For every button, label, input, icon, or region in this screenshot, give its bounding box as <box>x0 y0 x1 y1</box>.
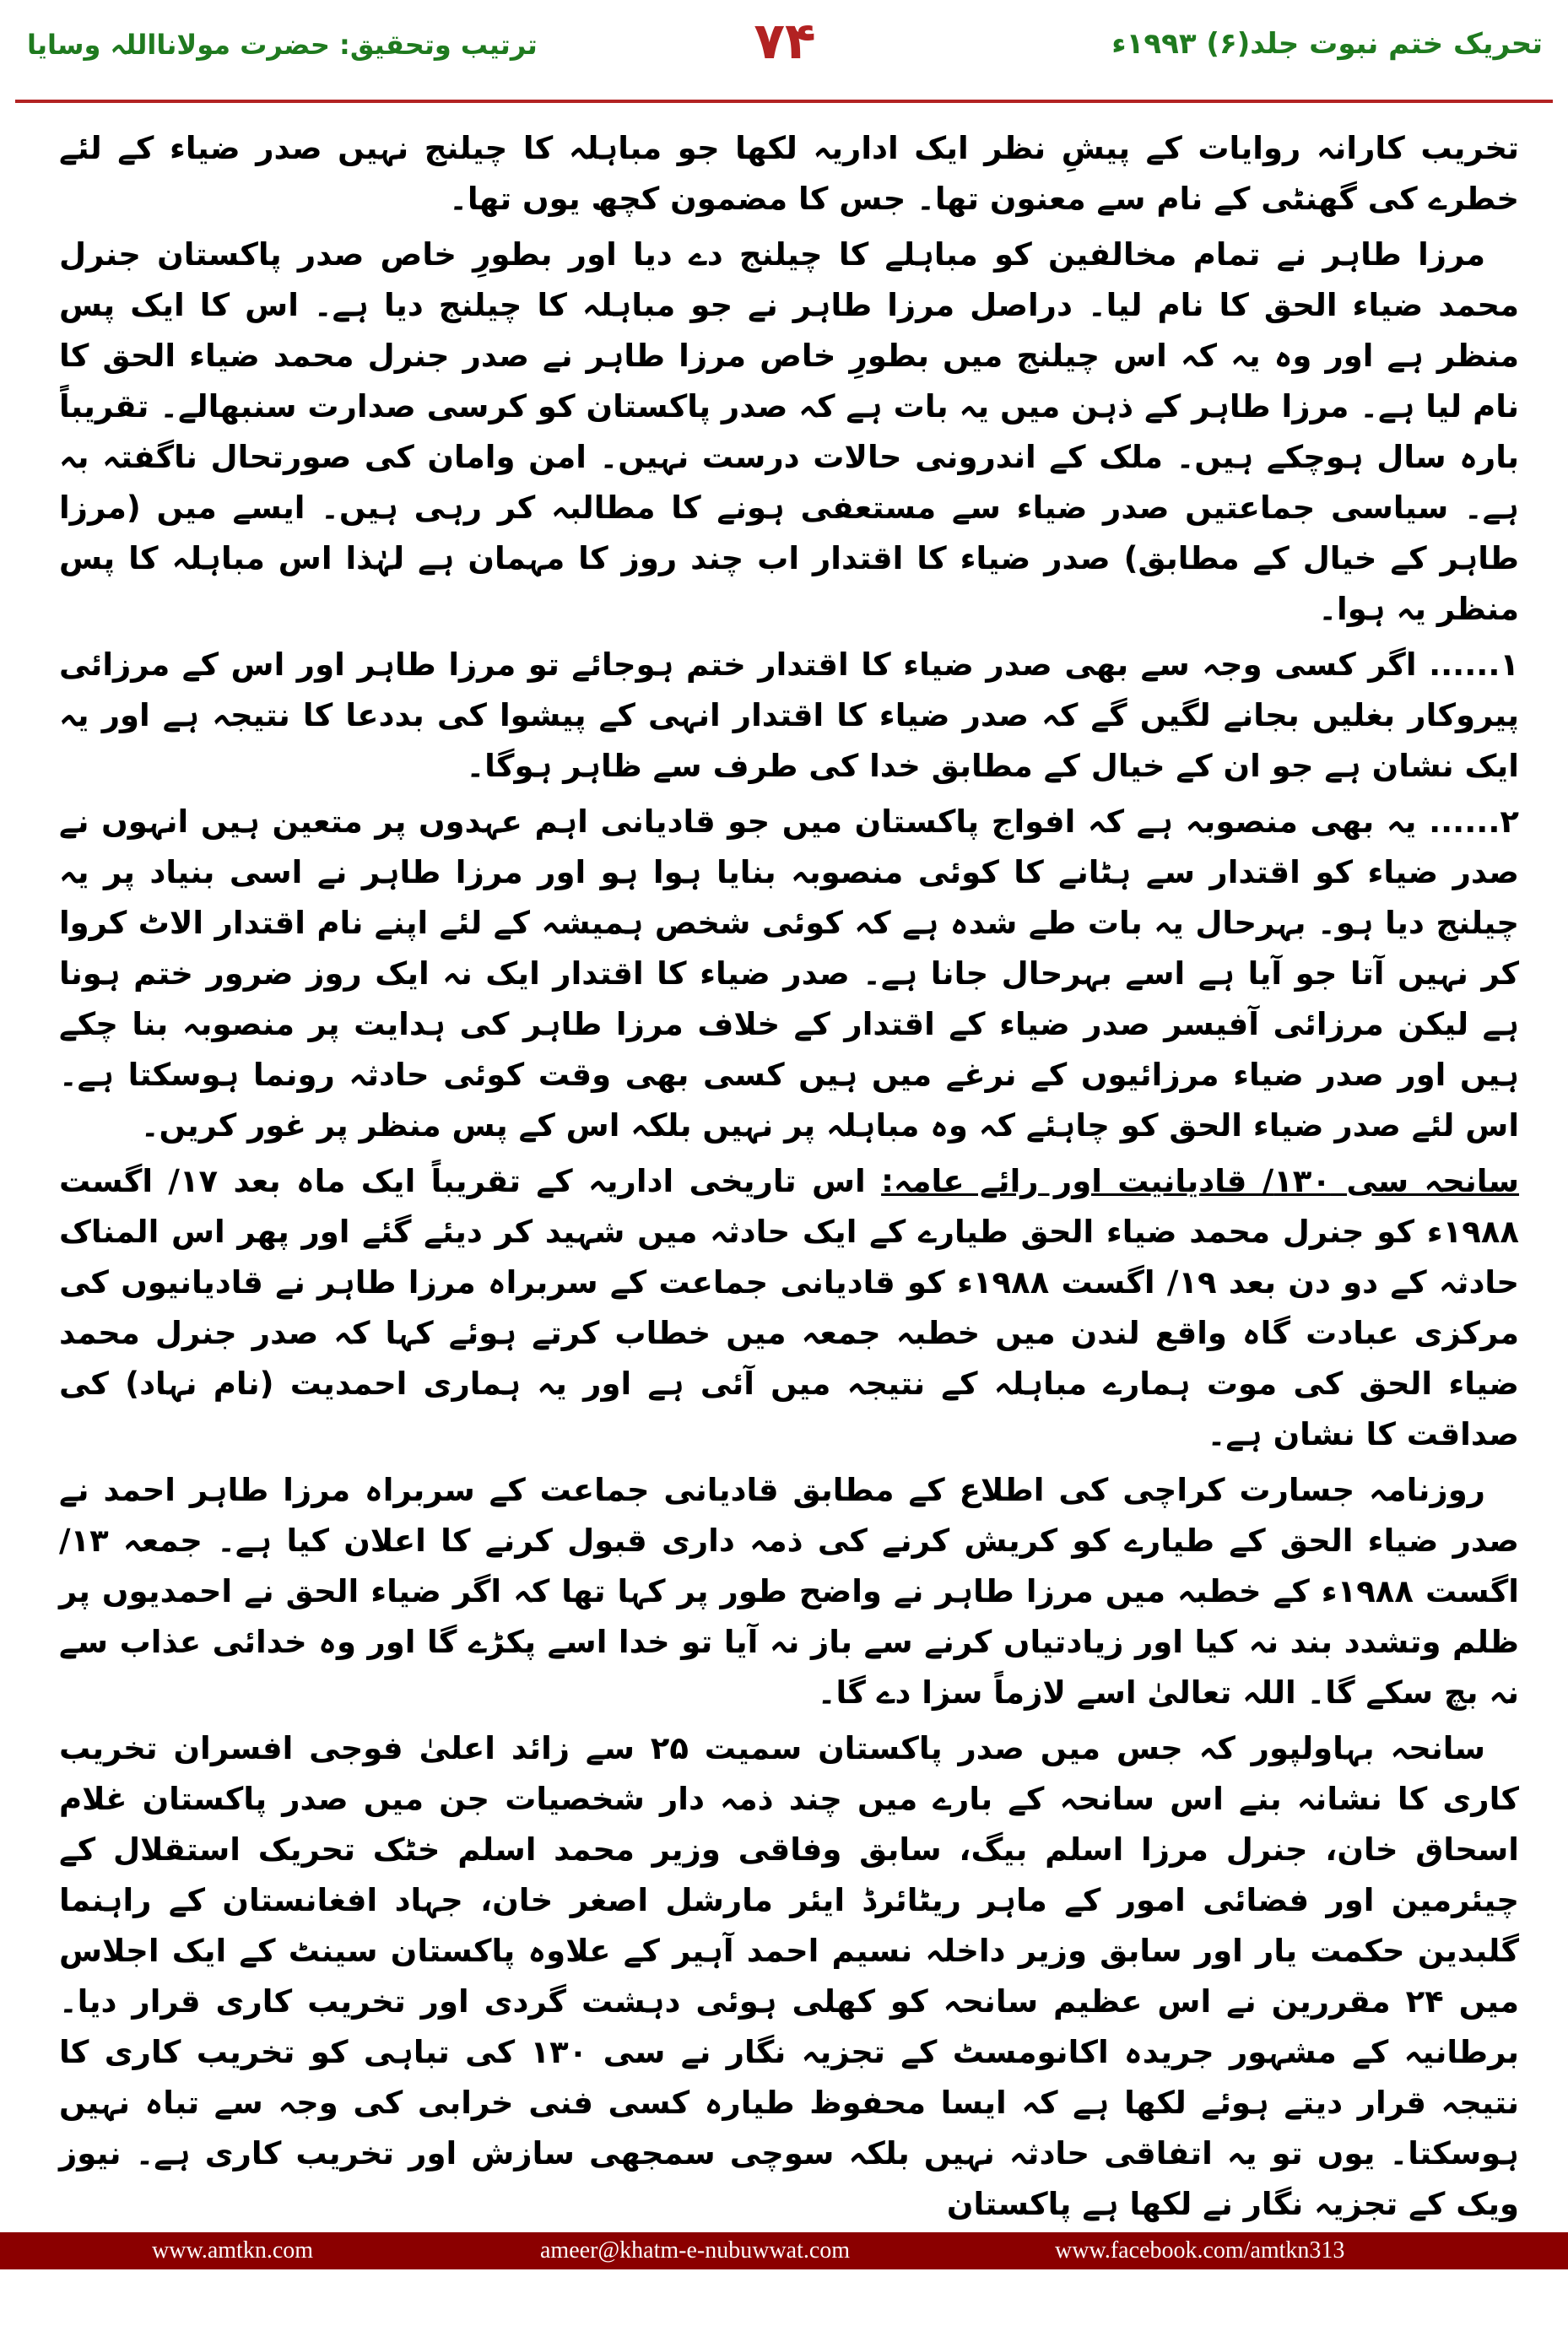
paragraph-3 <box>59 1156 1519 1460</box>
book-title: تحریک ختم نبوت جلد(۶) ۱۹۹۳ء <box>1111 27 1543 61</box>
compiler-credit: ترتیب وتحقیق: حضرت مولانااللہ وسایا <box>27 29 538 61</box>
footer-email-link[interactable]: ameer@khatm-e-nubuwwat.com <box>540 2237 851 2264</box>
list-item-1 <box>59 640 1519 792</box>
section-heading: سانحہ سی ۱۳۰/ قادیانیت اور رائے عامہ: <box>881 1163 1520 1199</box>
list-item-2-text: یہ بھی منصوبہ ہے کہ افواج پاکستان میں جو قادیانی اہم عہدوں پر متعین ہیں انہوں نے صدر ضیاء کو اقتدار سے ہٹانے کا کوئی منصوبہ بنایا ہوا ہو اور مرزا طاہر نے اسی بنیاد پر یہ چیلنج دیا ہو۔ بہرحال یہ بات طے شدہ ہے کہ کوئی شخص ہمیشہ کے لئے اپنے نام اقتدار الاٹ کروا کر نہیں آتا جو آیا ہے اسے بہرحال جانا ہے۔ صدر ضیاء کا اقتدار ایک نہ ایک روز ضرور ختم ہونا ہے لیکن مرزائی آفیسر صدر ضیاء کے اقتدار کے خلاف مرزا طاہر کی ہدایت پر منصوبہ بنا چکے ہیں اور صدر ضیاء مرزائیوں کے نرغے میں ہیں کسی بھی وقت کوئی حادثہ رونما ہوسکتا ہے۔ اس لئے صدر ضیاء الحق کو چاہئے کہ وہ مباہلہ پر نہیں بلکہ اس کے پس منظر پر غور کریں۔ <box>59 803 1519 1144</box>
paragraph-5: سانحہ بہاولپور کہ جس میں صدر پاکستان سمیت ۲۵ سے زائد اعلیٰ فوجی افسران تخریب کاری کا نشانہ بنے اس سانحہ کے بارے میں چند ذمہ دار شخصیات جن میں صدر پاکستان غلام اسحاق خان، جنرل مرزا اسلم بیگ، سابق وفاقی وزیر محمد اسلم خٹک تحریک استقلال کے چیئرمین اور فضائی امور کے ماہر ریٹائرڈ ایئر مارشل اصغر خان، جہاد افغانستان کے راہنما گلبدین حکمت یار اور سابق وزیر داخلہ نسیم احمد آہیر کے علاوہ پاکستان سینٹ کے ایک اجلاس میں ۲۴ مقررین نے اس عظیم سانحہ کو کھلی ہوئی دہشت گردی اور تخریب کاری قرار دیا۔ برطانیہ کے مشہور جریدہ اکانومسٹ کے تجزیہ نگار نے سی ۱۳۰ کی تباہی کو تخریب کاری کا نتیجہ قرار دیتے ہوئے لکھا ہے کہ ایسا محفوظ طیارہ کسی فنی خرابی کی وجہ سے تباہ نہیں ہوسکتا۔ یوں تو یہ اتفاقی حادثہ نہیں بلکہ سوچی سمجھی سازش اور تخریب کاری ہے۔ نیوز ویک کے تجزیہ نگار نے لکھا ہے پاکستان <box>59 1730 1519 2222</box>
header-divider <box>15 100 1553 103</box>
footer-facebook-link[interactable]: www.facebook.com/amtkn313 <box>1055 2237 1345 2264</box>
paragraph-3-text: اس تاریخی اداریہ کے تقریباً ایک ماہ بعد ۱۷/ اگست ۱۹۸۸ء کو جنرل محمد ضیاء الحق طیارے کے ایک حادثہ میں شہید کر دیئے گئے اور پھر اس المناک حادثہ کے دو دن بعد ۱۹/ اگست ۱۹۸۸ء کو قادیانی جماعت کے سربراہ مرزا طاہر نے قادیانیوں کی مرکزی عبادت گاہ واقع لندن میں خطبہ جمعہ میں خطاب کرتے ہوئے کہا کہ صدر جنرل محمد ضیاء الحق کی موت ہمارے مباہلہ کے نتیجہ میں آئی ہے اور یہ ہماری احمدیت (نام نہاد) کی صداقت کا نشان ہے۔ <box>59 1163 1519 1452</box>
list-item-1-number: ۱...... <box>1429 646 1519 683</box>
list-item-2 <box>59 797 1519 1151</box>
footer-website-link[interactable]: www.amtkn.com <box>152 2237 314 2264</box>
page-header <box>0 0 1568 106</box>
page-number: ۷۴ <box>754 12 816 71</box>
paragraph-1: تخریب کارانہ روایات کے پیشِ نظر ایک اداریہ لکھا جو مباہلہ کا چیلنج نہیں صدر ضیاء کے لئے خطرے کی گھنٹی کے نام سے معنون تھا۔ جس کا مضمون کچھ یوں تھا۔ <box>59 130 1519 217</box>
paragraph-4: روزنامہ جسارت کراچی کی اطلاع کے مطابق قادیانی جماعت کے سربراہ مرزا طاہر احمد نے صدر ضیاء الحق کے طیارے کو کریش کرنے کی ذمہ داری قبول کرنے کا اعلان کیا ہے۔ جمعہ ۱۳/ اگست ۱۹۸۸ء کے خطبہ میں مرزا طاہر نے واضح طور پر کہا تھا کہ اگر ضیاء الحق نے احمدیوں پر ظلم وتشدد بند نہ کیا اور زیادتیاں کرنے سے باز نہ آیا تو خدا اسے پکڑے گا اور وہ خدائی عذاب سے نہ بچ سکے گا۔ اللہ تعالیٰ اسے لازماً سزا دے گا۔ <box>59 1472 1519 1711</box>
paragraph-2: مرزا طاہر نے تمام مخالفین کو مباہلے کا چیلنج دے دیا اور بطورِ خاص صدر پاکستان جنرل محمد ضیاء الحق کا نام لیا۔ دراصل مرزا طاہر نے جو مباہلہ کا چیلنج دیا ہے۔ اس کا ایک پس منظر ہے اور وہ یہ کہ اس چیلنج میں بطورِ خاص مرزا طاہر نے صدر جنرل محمد ضیاء الحق کا نام لیا ہے۔ مرزا طاہر کے ذہن میں یہ بات ہے کہ صدر پاکستان کو کرسی صدارت سنبھالے۔ تقریباً بارہ سال ہوچکے ہیں۔ ملک کے اندرونی حالات درست نہیں۔ امن وامان کی صورتحال ناگفتہ بہ ہے۔ سیاسی جماعتیں صدر ضیاء سے مستعفی ہونے کا مطالبہ کر رہی ہیں۔ ایسے میں (مرزا طاہر کے خیال کے مطابق) صدر ضیاء کا اقتدار اب چند روز کا مہمان ہے لہٰذا اس مباہلہ کا پس منظر یہ ہوا۔ <box>59 236 1519 627</box>
list-item-2-number: ۲...... <box>1429 803 1519 840</box>
list-item-1-text: اگر کسی وجہ سے بھی صدر ضیاء کا اقتدار ختم ہوجائے تو مرزا طاہر اور اس کے مرزائی پیروکار بغلیں بجانے لگیں گے کہ صدر ضیاء کا اقتدار انہی کے پیشوا کی بددعا کا نتیجہ ہے اور یہ ایک نشان ہے جو ان کے خیال کے مطابق خدا کی طرف سے ظاہر ہوگا۔ <box>59 646 1519 784</box>
footer-bar <box>0 2232 1568 2269</box>
page-body <box>59 123 1520 2222</box>
